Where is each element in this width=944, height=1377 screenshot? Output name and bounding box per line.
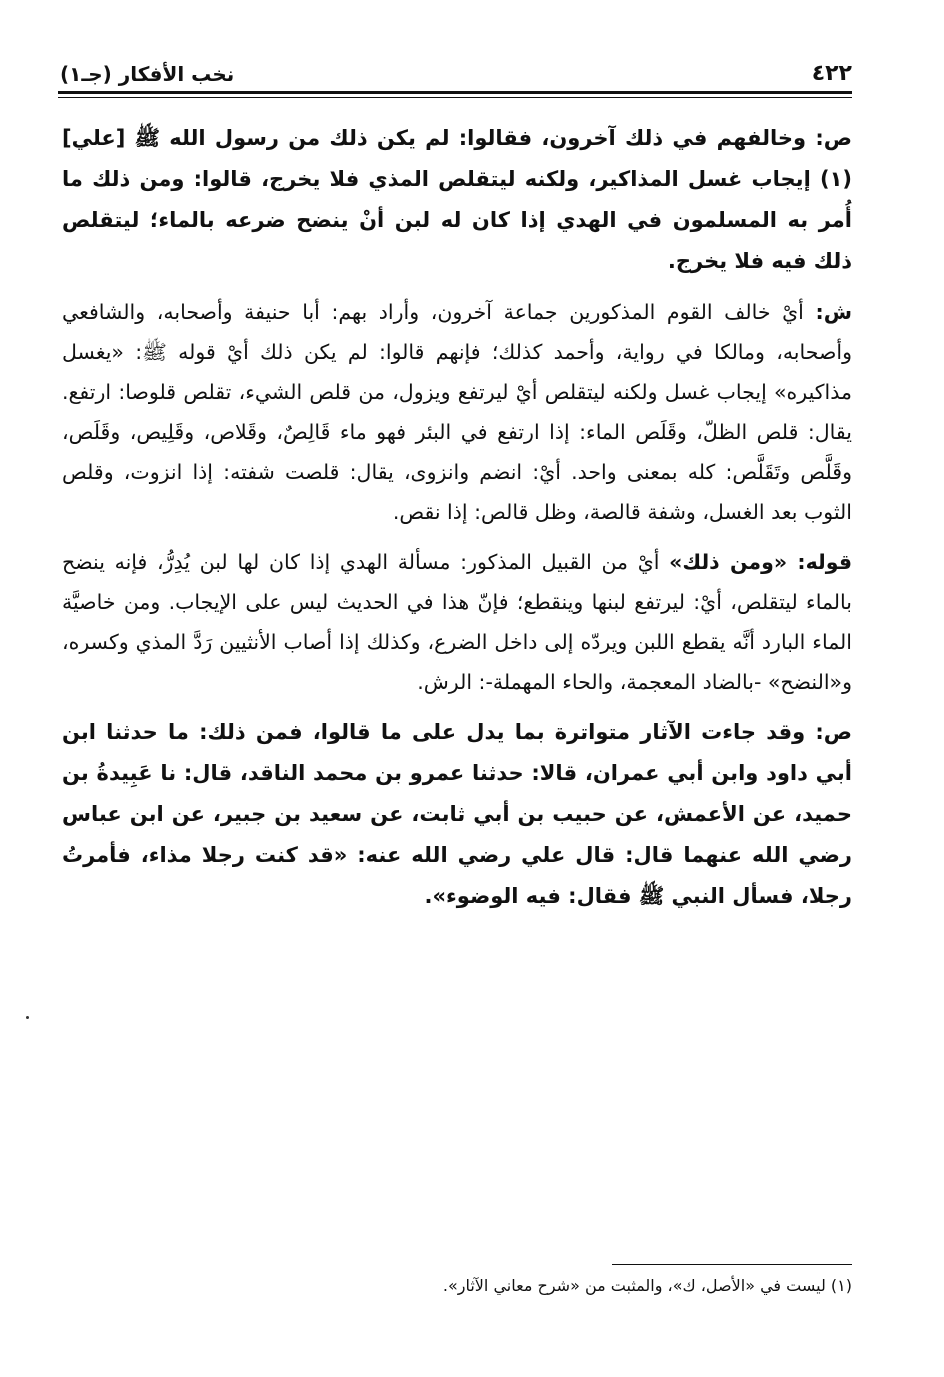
text-paragraph xyxy=(62,712,852,917)
scan-speck xyxy=(26,1016,29,1019)
page-number: ٤٢٢ xyxy=(811,61,852,86)
paragraph-text: أيْ من القبيل المذكور: مسألة الهدي إذا كان لها لبن يُدِرُّ، فإنه ينضح بالماء ليتقلص، أيْ: ليرتفع لبنها وينقطع؛ فإنّ هذا في الحديث ليس على الإيجاب. ومن خاصيَّة الماء البارد أنَّه يقطع اللبن ويردّه إلى داخل الضرع، وكذلك إذا أصاب الأنثيين رَدَّ المذي وكسره، و«النضح» -بالضاد المعجمة، والحاء المهملة-: الرش. xyxy=(62,550,852,694)
footnote-rule xyxy=(612,1264,852,1265)
paragraph-marker: ص: xyxy=(815,720,852,744)
main-text xyxy=(62,118,852,927)
paragraph-marker: ص: xyxy=(815,126,852,150)
paragraph-text: وقد جاءت الآثار متواترة بما يدل على ما قالوا، فمن ذلك: ما حدثنا ابن أبي داود وابن أبي عمران، قالا: حدثنا عمرو بن محمد الناقد، قال: نا عَبِيدةُ بن حميد، عن الأعمش، عن حبيب بن أبي ثابت، عن سعيد بن جبير، عن ابن عباس رضي الله عنهما قال: قال علي رضي الله عنه: «قد كنت رجلا مذاء، فأمرتُ رجلا، فسأل النبي ﷺ فقال: فيه الوضوء». xyxy=(62,720,852,908)
book-title: نخب الأفكار (جـ١) xyxy=(60,62,235,86)
commentary-paragraph xyxy=(62,292,852,532)
paragraph-marker: ش: xyxy=(815,300,852,324)
paragraph-text: أيْ خالف القوم المذكورين جماعة آخرون، وأراد بهم: أبا حنيفة وأصحابه، والشافعي وأصحابه، ومالكا في رواية، وأحمد كذلك؛ فإنهم قالوا: لم يكن ذلك أيْ قوله ﷺ: «يغسل مذاكيره» إيجاب غسل ولكنه ليتقلص أيْ ليرتفع ويزول، من قلص الشيء، تقلص قلوصا: ارتفع. يقال: قلص الظلّ، وقَلَص الماء: إذا ارتفع في البئر فهو ماء قَالِصٌ، وقَلاص، وقَلِيص، وقَلَص، وقَلَّص وتَقَلَّص: كله بمعنى واحد. أيْ: انضم وانزوى، يقال: قلصت شفته: إذا انزوت، وقلص الثوب بعد الغسل، وشفة قالصة، وظل قالص: إذا نقص. xyxy=(62,300,852,524)
page-header xyxy=(60,50,852,86)
footnote: (١) ليست في «الأصل، ك»، والمثبت من «شرح معاني الآثار». xyxy=(442,1276,852,1295)
paragraph-marker: قوله: «ومن ذلك» xyxy=(669,550,852,574)
header-rule-thin xyxy=(58,97,852,98)
paragraph-text: وخالفهم في ذلك آخرون، فقالوا: لم يكن ذلك من رسول الله ﷺ [علي](١) إيجاب غسل المذاكير، ولكنه ليتقلص المذي فلا يخرج، قالوا: ومن ذلك ما أُمر به المسلمون في الهدي إذا كان له لبن أنْ ينضح ضرعه بالماء؛ ليتقلص ذلك فيه فلا يخرج. xyxy=(62,126,852,273)
header-rule-thick xyxy=(58,91,852,94)
text-paragraph xyxy=(62,118,852,282)
commentary-paragraph xyxy=(62,542,852,702)
